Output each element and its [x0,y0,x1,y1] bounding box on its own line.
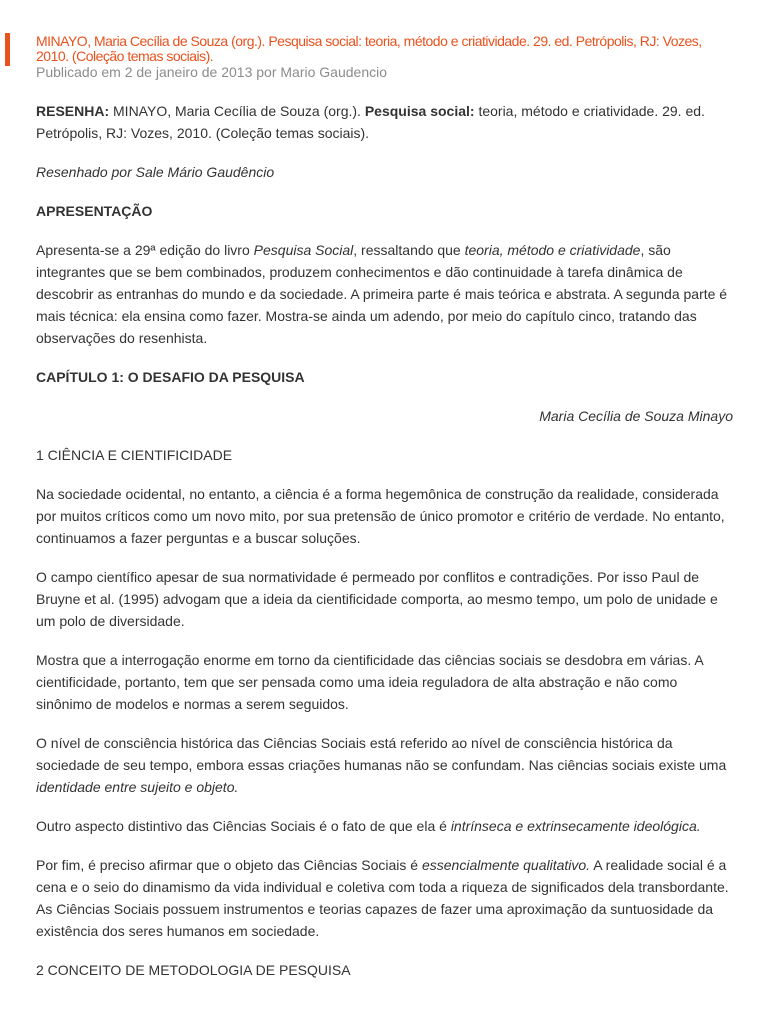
p5-text: Outro aspecto distintivo das Ciências Sociais é o fato de que ela é [36,818,451,834]
section2-heading: 2 CONCEITO DE METODOLOGIA DE PESQUISA [36,962,351,978]
resenha-label: RESENHA: [36,103,110,119]
p6-text-1: Por fim, é preciso afirmar que o objeto das Ciências Sociais é [36,857,422,873]
post-header [36,34,736,81]
post-title-link[interactable]: MINAYO, Maria Cecília de Souza (org.). Pesquisa social: teoria, método e criatividade. 29. ed. Petrópolis, RJ: Vozes, 2010. (Coleção temas sociais). [36,33,702,64]
apresentacao-text-1: Apresenta-se a 29ª edição do livro [36,242,254,258]
p4-text: O nível de consciência histórica das Ciências Sociais está referido ao nível de consciência histórica da sociedade de seu tempo, embora essas criações humanas não se confundam. Nas ciências sociais existe uma [36,735,727,773]
section1-paragraph-6 [36,854,733,942]
section1-paragraph-3: Mostra que a interrogação enorme em torno da cientificidade das ciências sociais se desdobra em várias. A cientificidade, portanto, tem que ser pensada como uma ideia reguladora de alta abstração e não como sinônimo de modelos e normas a serem seguidos. [36,652,703,712]
resenha-book-title: Pesquisa social: [364,103,475,119]
p4-emphasis: identidade entre sujeito e objeto. [36,779,239,795]
title-accent-bar [5,33,10,66]
p6-emphasis: essencialmente qualitativo. [421,857,591,873]
apresentacao-text-2: , ressaltando que [353,242,465,258]
section1-paragraph-2: O campo científico apesar de sua normatividade é permeado por conflitos e contradições. Por isso Paul de Bruyne et al. (1995) advogam que a ideia da cientificidade comporta, ao mesmo tempo, um polo de unidade e um polo de diversidade. [36,569,718,629]
apresentacao-text-3: , são integrantes que se bem combinados, produzem conhecimentos e dão continuidade à tarefa dinâmica de descobrir as entranhas do mundo e da sociedade. A primeira parte é mais teórica e abstrata. A segunda parte é mais técnica: ela ensina como fazer. Mostra-se ainda um adendo, por meio do capítulo cinco, tratando das observações do resenhista. [36,242,728,346]
resenha-text-2: teoria, método e criatividade. 29. ed. Petrópolis, RJ: Vozes, 2010. (Coleção temas sociais). [36,103,705,141]
resenha-paragraph [36,100,733,144]
resenha-text-1: MINAYO, Maria Cecília de Souza (org.). [109,103,365,119]
section1-heading: 1 CIÊNCIA E CIENTIFICIDADE [36,447,233,463]
section1-paragraph-4 [36,732,733,798]
reviewer-credit: Resenhado por Sale Mário Gaudêncio [36,164,275,180]
p5-emphasis: intrínseca e extrinsecamente ideológica. [450,818,701,834]
chapter1-author: Maria Cecília de Souza Minayo [539,408,733,424]
apresentacao-paragraph [36,239,733,349]
section1-paragraph-1: Na sociedade ocidental, no entanto, a ciência é a forma hegemônica de construção da realidade, considerada por muitos críticos como um novo mito, por sua pretensão de único promotor e critério de verdade. No entanto, continuamos a fazer perguntas e a buscar soluções. [36,486,725,546]
post-meta: Publicado em 2 de janeiro de 2013 por Mario Gaudencio [36,64,388,80]
p6-text-2: A realidade social é a cena e o seio do dinamismo da vida individual e coletiva com toda a riqueza de significados dela transbordante. As Ciências Sociais possuem instrumentos e teorias capazes de fazer uma aproximação da suntuosidade da existência dos seres humanos em sociedade. [36,857,729,939]
apresentacao-book-name: Pesquisa Social [253,242,354,258]
post-content [36,100,733,998]
chapter1-heading: CAPÍTULO 1: O DESAFIO DA PESQUISA [36,369,305,385]
apresentacao-subtitle: teoria, método e criatividade [464,242,641,258]
apresentacao-heading: APRESENTAÇÃO [36,203,153,219]
section1-paragraph-5 [36,815,733,837]
